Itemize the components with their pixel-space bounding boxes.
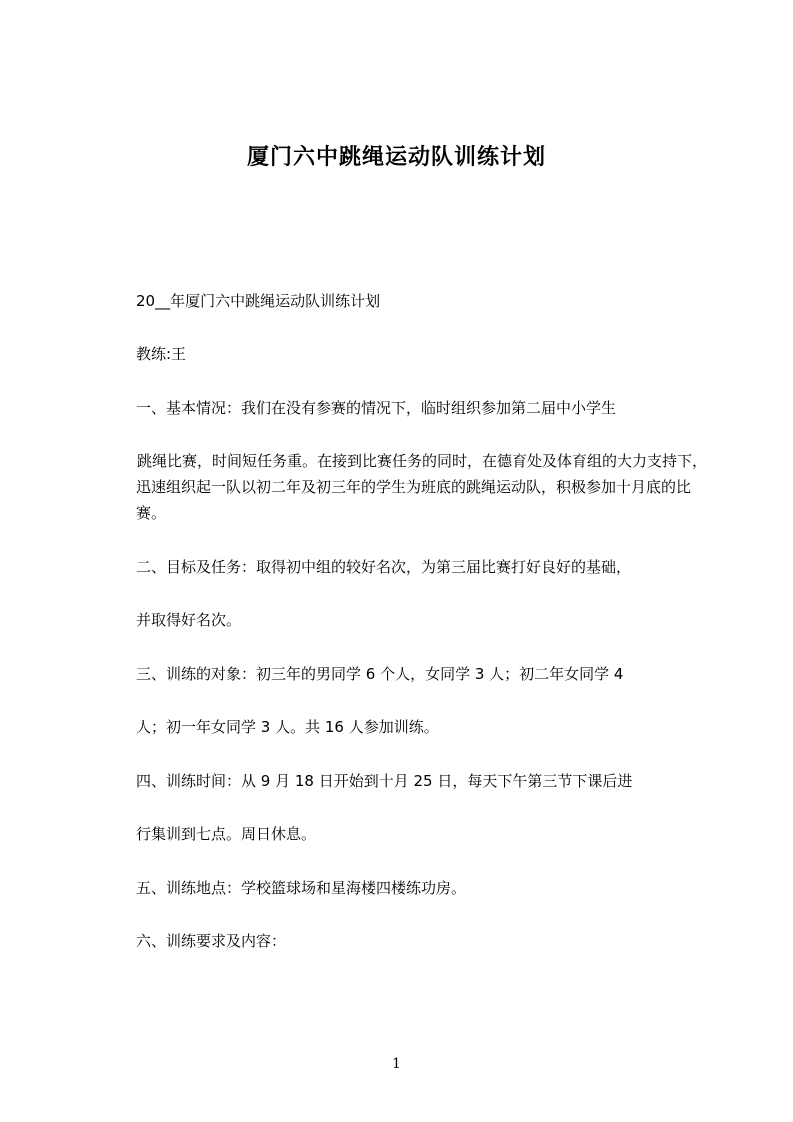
section-basic-situation: 一、基本情况：我们在没有参赛的情况下，临时组织参加第二届中小学生 [136,399,617,417]
page-number: 1 [392,1056,401,1072]
section-basic-situation-continued: 跳绳比赛，时间短任务重。在接到比赛任务的同时，在德育处及体育组的大力支持下，迅速组织起一队以初二年及初三年的学生为班底的跳绳运动队，积极参加十月底的比赛。 [136,452,708,522]
section-training-location: 五、训练地点：学校篮球场和星海楼四楼练功房。 [136,879,467,897]
section-goals-continued: 并取得好名次。 [136,611,242,629]
section-participants: 三、训练的对象：初三年的男同学 6 个人，女同学 3 人；初二年女同学 4 [136,665,624,683]
section-training-time-continued: 行集训到七点。周日休息。 [136,825,317,843]
document-subtitle: 20__年厦门六中跳绳运动队训练计划 [136,292,381,310]
section-participants-continued: 人；初一年女同学 3 人。共 16 人参加训练。 [136,718,439,736]
section-goals: 二、目标及任务：取得初中组的较好名次，为第三届比赛打好良好的基础， [136,558,632,576]
section-training-time: 四、训练时间：从 9 月 18 日开始到十月 25 日，每天下午第三节下课后进 [136,772,633,790]
document-title: 厦门六中跳绳运动队训练计划 [246,145,546,170]
section-training-content: 六、训练要求及内容： [136,932,287,950]
coach-line: 教练:王 [136,345,187,363]
